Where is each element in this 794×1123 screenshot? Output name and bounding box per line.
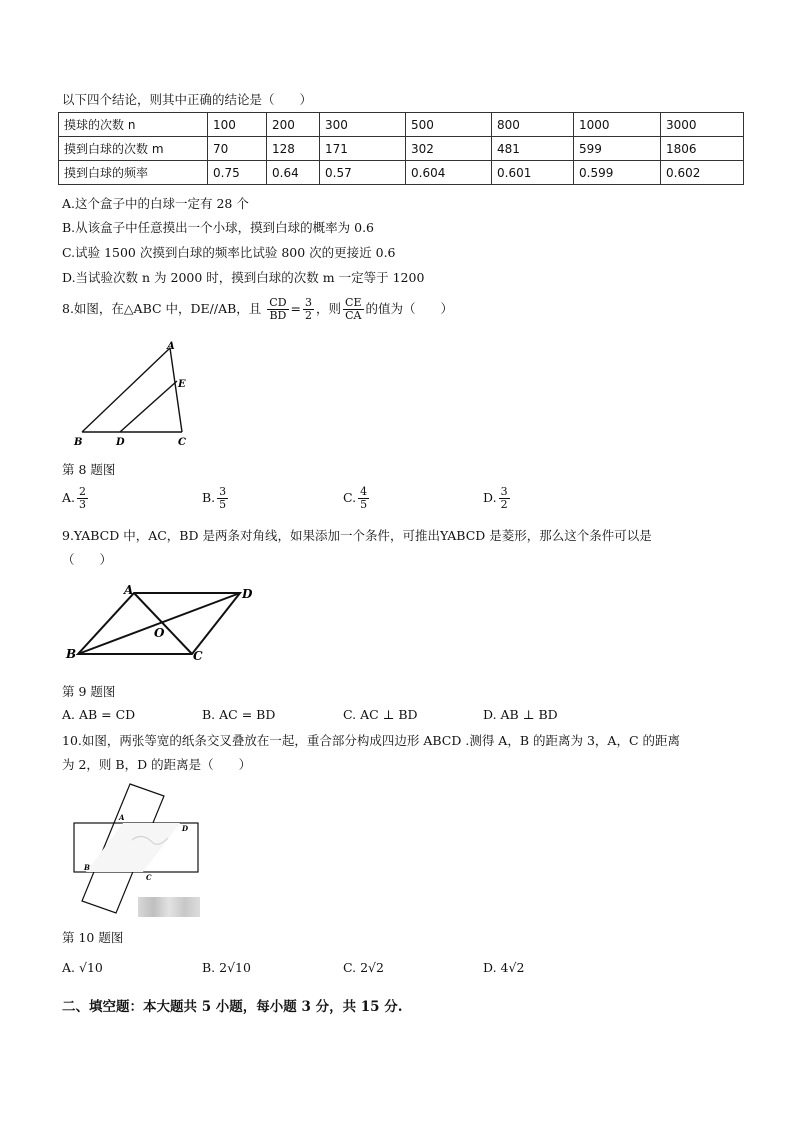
q8-ask-fraction (343, 297, 363, 322)
watermark-blur (138, 897, 200, 917)
fraction-numerator: 3 (500, 485, 508, 498)
table-cell: 70 (208, 137, 267, 161)
label-E: E (178, 379, 186, 390)
label-O: O (154, 626, 165, 640)
fraction-denominator: BD (269, 309, 287, 322)
fraction-numerator: CE (345, 296, 362, 309)
option-fraction (77, 486, 88, 511)
label-D: D (182, 824, 189, 833)
label-B: B (84, 863, 90, 872)
q8-stem-text: 的值为（ ） (365, 301, 454, 316)
option-fraction (358, 486, 369, 511)
table-cell: 1000 (574, 113, 661, 137)
label-D: D (116, 437, 125, 448)
table-cell: 171 (320, 137, 406, 161)
q9-stem: 9.YABCD 中，AC，BD 是两条对角线，如果添加一个条件，可推出YABCD 是菱形，那么这个条件可以是 (62, 528, 652, 543)
q9-parallelogram-figure (62, 578, 262, 668)
frequency-table (58, 112, 744, 185)
table-cell: 摸球的次数 n (59, 113, 208, 137)
table-cell: 摸到白球的频率 (59, 161, 208, 185)
q9-option-b: B. AC = BD (202, 707, 276, 722)
table-cell: 0.57 (320, 161, 406, 185)
table-cell: 0.602 (661, 161, 744, 185)
table-cell: 摸到白球的次数 m (59, 137, 208, 161)
label-C: C (193, 649, 203, 663)
table-cell: 1806 (661, 137, 744, 161)
table-cell: 0.601 (492, 161, 574, 185)
q10-option-c: C. 2√2 (343, 960, 384, 975)
q9-option-a: A. AB = CD (62, 707, 136, 722)
option-letter: D. (483, 490, 497, 505)
fraction-numerator: 3 (305, 296, 313, 309)
q9-stem-cont: （ ） (62, 552, 113, 567)
table-row (59, 161, 744, 185)
q10-option-b: B. 2√10 (202, 960, 251, 975)
q8-caption: 第 8 题图 (62, 462, 116, 477)
table-cell: 0.604 (406, 161, 492, 185)
option-letter: A. (62, 490, 76, 505)
table-row (59, 137, 744, 161)
table-cell: 302 (406, 137, 492, 161)
option-fraction (499, 486, 510, 511)
label-A: A (167, 341, 175, 352)
label-A: A (119, 813, 125, 822)
fraction-denominator: 3 (79, 498, 87, 511)
q9-caption: 第 9 题图 (62, 684, 116, 699)
q10-caption: 第 10 题图 (62, 930, 124, 945)
label-B: B (66, 647, 77, 661)
fraction-denominator: 5 (219, 498, 227, 511)
label-C: C (178, 437, 186, 448)
fraction-denominator: 5 (360, 498, 368, 511)
q7-option-c: C.试验 1500 次摸到白球的频率比试验 800 次的更接近 0.6 (62, 245, 396, 260)
label-D: D (242, 587, 253, 601)
option-letter: C. (343, 490, 357, 505)
label-B: B (74, 437, 83, 448)
q8-option-d (483, 486, 512, 511)
table-cell: 128 (267, 137, 320, 161)
equals-sign: = (290, 301, 302, 316)
table-cell: 500 (406, 113, 492, 137)
q8-option-c (343, 486, 371, 511)
q7-option-b: B.从该盒子中任意摸出一个小球，摸到白球的概率为 0.6 (62, 220, 375, 235)
table-cell: 0.64 (267, 161, 320, 185)
table-cell: 300 (320, 113, 406, 137)
table-cell: 0.599 (574, 161, 661, 185)
table-cell: 200 (267, 113, 320, 137)
section-heading: 二、填空题：本大题共 5 小题，每小题 3 分，共 15 分. (62, 999, 403, 1015)
q8-option-b (202, 486, 230, 511)
table-cell: 481 (492, 137, 574, 161)
fraction-numerator: 3 (219, 485, 227, 498)
q9-option-d: D. AB ⊥ BD (483, 707, 558, 722)
q10-option-a: A. √10 (62, 960, 103, 975)
label-A: A (124, 583, 134, 597)
fraction-denominator: 2 (305, 309, 313, 322)
q8-ratio-fraction (267, 297, 288, 322)
table-cell: 3000 (661, 113, 744, 137)
label-C: C (146, 873, 152, 882)
table-cell: 800 (492, 113, 574, 137)
q8-option-a (62, 486, 90, 511)
fraction-denominator: CA (345, 309, 362, 322)
table-cell: 100 (208, 113, 267, 137)
q8-stem-text: 8.如图，在△ABC 中，DE//AB，且 (62, 301, 262, 316)
q10-option-d: D. 4√2 (483, 960, 525, 975)
q7-option-d: D.当试验次数 n 为 2000 时，摸到白球的次数 m 一定等于 1200 (62, 270, 425, 285)
fraction-numerator: 2 (79, 485, 87, 498)
table-row (59, 113, 744, 137)
table-cell: 599 (574, 137, 661, 161)
fraction-numerator: 4 (360, 485, 368, 498)
q7-option-a: A.这个盒子中的白球一定有 28 个 (62, 196, 249, 211)
q10-stem-cont: 为 2，则 B，D 的距离是（ ） (62, 757, 252, 772)
option-letter: B. (202, 490, 216, 505)
q8-stem (62, 292, 453, 326)
q7-intro: 以下四个结论，则其中正确的结论是（ ） (62, 92, 313, 107)
q10-stem: 10.如图，两张等宽的纸条交叉叠放在一起，重合部分构成四边形 ABCD .测得 A，B 的距离为 3，A，C 的距离 (62, 733, 680, 748)
q8-triangle-figure (62, 335, 202, 451)
fraction-numerator: CD (269, 296, 287, 309)
table-cell: 0.75 (208, 161, 267, 185)
fraction-denominator: 2 (500, 498, 508, 511)
q8-stem-text: ，则 (316, 301, 342, 316)
option-fraction (217, 486, 228, 511)
q8-given-fraction (303, 297, 314, 322)
q9-option-c: C. AC ⊥ BD (343, 707, 418, 722)
